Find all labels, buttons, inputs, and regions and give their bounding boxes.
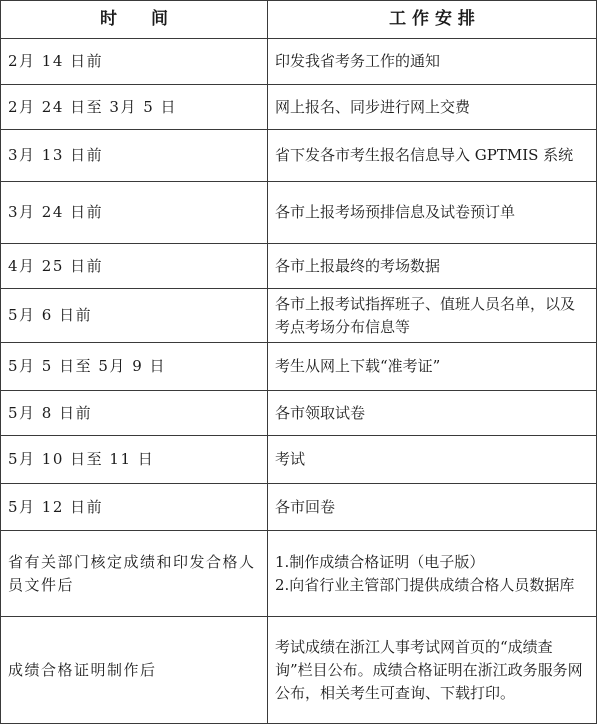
row-time: 5月 5 日至 5月 9 日 xyxy=(1,343,268,391)
table-row xyxy=(1,244,597,289)
header-work: 工 作 安 排 xyxy=(268,1,597,39)
work-line: 1.制作成绩合格证明（电子版） xyxy=(275,552,485,571)
row-work: 网上报名、同步进行网上交费 xyxy=(268,85,597,130)
row-time: 成绩合格证明制作后 xyxy=(1,617,268,724)
table-row xyxy=(1,531,597,617)
row-time: 5月 12 日前 xyxy=(1,484,268,531)
row-time: 2月 14 日前 xyxy=(1,39,268,85)
row-work: 考生从网上下载“准考证” xyxy=(268,343,597,391)
table-row xyxy=(1,484,597,531)
table-row xyxy=(1,39,597,85)
row-time: 5月 6 日前 xyxy=(1,289,268,343)
row-work: 考试成绩在浙江人事考试网首页的“成绩查询”栏目公布。成绩合格证明在浙江政务服务网公布，相关考生可查询、下载打印。 xyxy=(268,617,597,724)
row-time: 2月 24 日至 3月 5 日 xyxy=(1,85,268,130)
row-work: 各市上报最终的考场数据 xyxy=(268,244,597,289)
row-work: 各市回卷 xyxy=(268,484,597,531)
row-work: 各市上报考场预排信息及试卷预订单 xyxy=(268,182,597,244)
table-row xyxy=(1,289,597,343)
table-row xyxy=(1,617,597,724)
row-work xyxy=(268,531,597,617)
table-row xyxy=(1,343,597,391)
table-row xyxy=(1,182,597,244)
header-time: 时 间 xyxy=(1,1,268,39)
row-time: 4月 25 日前 xyxy=(1,244,268,289)
row-work: 省下发各市考生报名信息导入 GPTMIS 系统 xyxy=(268,130,597,182)
row-time: 省有关部门核定成绩和印发合格人员文件后 xyxy=(1,531,268,617)
table-row xyxy=(1,85,597,130)
table-header-row xyxy=(1,1,597,39)
row-time: 3月 24 日前 xyxy=(1,182,268,244)
row-work: 考试 xyxy=(268,436,597,484)
row-work: 印发我省考务工作的通知 xyxy=(268,39,597,85)
row-time: 3月 13 日前 xyxy=(1,130,268,182)
table-row xyxy=(1,130,597,182)
table-row xyxy=(1,436,597,484)
table-row xyxy=(1,391,597,436)
row-time: 5月 8 日前 xyxy=(1,391,268,436)
row-work: 各市上报考试指挥班子、值班人员名单，以及考点考场分布信息等 xyxy=(268,289,597,343)
row-work: 各市领取试卷 xyxy=(268,391,597,436)
row-time: 5月 10 日至 11 日 xyxy=(1,436,268,484)
work-line: 2.向省行业主管部门提供成绩合格人员数据库 xyxy=(275,575,575,594)
